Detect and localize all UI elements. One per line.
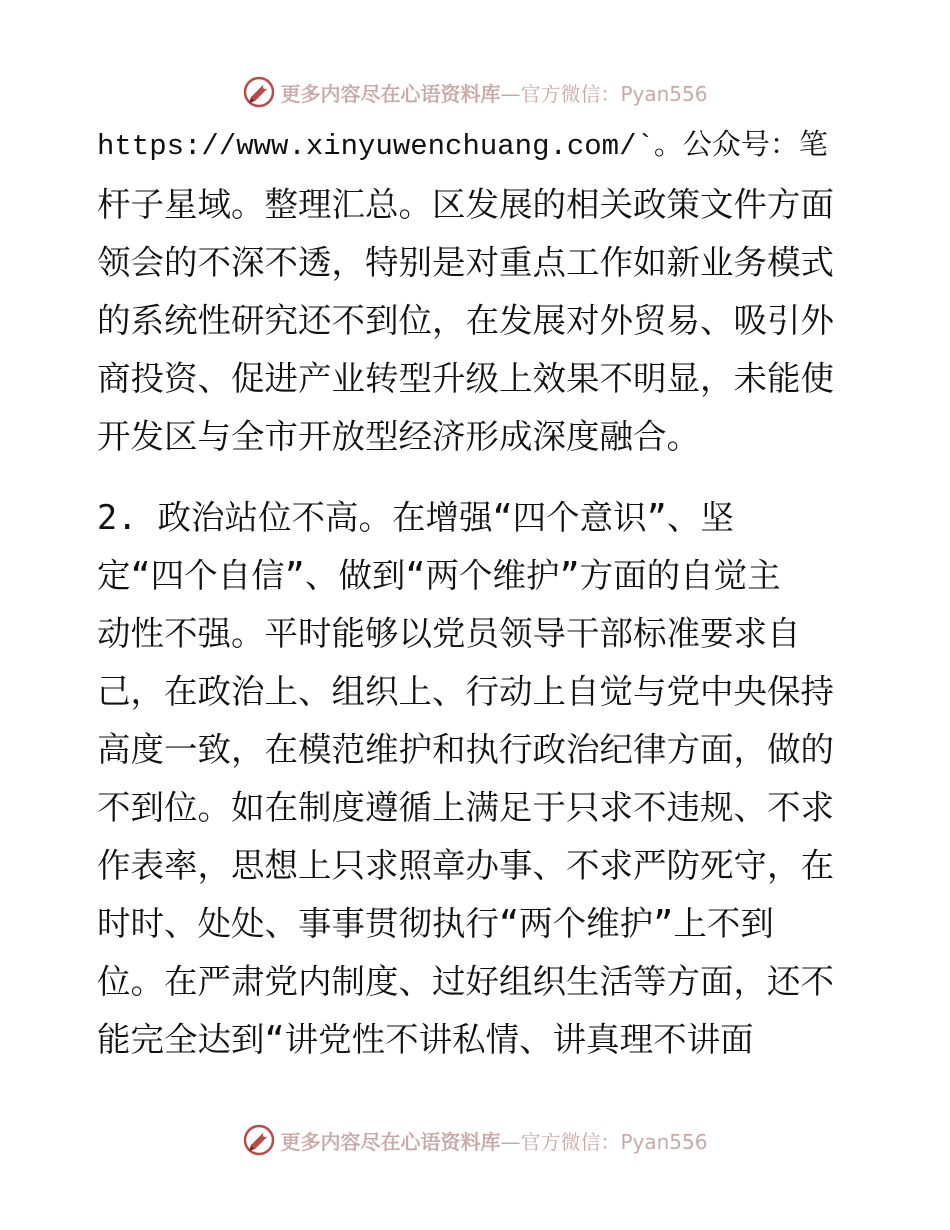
brand-logo-icon xyxy=(242,75,276,109)
paragraph xyxy=(97,489,849,1069)
footer-banner xyxy=(242,1123,707,1157)
text-line: 能完全达到“讲党性不讲私情、讲真理不讲面 xyxy=(97,1020,754,1059)
text-line: 商投资、促进产业转型升级上效果不明显，未能使 xyxy=(97,359,834,398)
banner-sub-text: —官方微信：Pyan556 xyxy=(500,1129,708,1154)
text-line: 位。在严肃党内制度、过好组织生活等方面，还不 xyxy=(97,962,834,1001)
paragraph-gap xyxy=(97,466,849,489)
text-line: 时时、处处、事事贯彻执行“两个维护”上不到 xyxy=(97,904,774,943)
banner-sub-text: —官方微信：Pyan556 xyxy=(500,81,708,106)
text-line: 领会的不深不透，特别是对重点工作如新业务模式 xyxy=(97,243,834,282)
text-line: 的系统性研究还不到位，在发展对外贸易、吸引外 xyxy=(97,301,834,340)
page-footer xyxy=(0,1120,950,1160)
text-line: 不到位。如在制度遵循上满足于只求不违规、不求 xyxy=(97,788,834,827)
text-line: 开发区与全市开放型经济形成深度融合。 xyxy=(97,417,700,456)
brand-logo-icon xyxy=(242,1123,276,1157)
banner-main-text: 更多内容尽在心语资料库 xyxy=(280,1129,501,1154)
header-banner xyxy=(242,75,707,109)
paragraph xyxy=(97,118,849,466)
banner-main-text: 更多内容尽在心语资料库 xyxy=(280,81,501,106)
text-line: 动性不强。平时能够以党员领导干部标准要求自 xyxy=(97,614,801,653)
text-line: 杆子星域。整理汇总。区发展的相关政策文件方面 xyxy=(97,185,834,224)
page-header xyxy=(0,72,950,112)
document-body xyxy=(97,118,849,1069)
text-line: 定“四个自信”、做到“两个维护”方面的自觉主 xyxy=(97,556,781,595)
text-line: 作表率，思想上只求照章办事、不求严防死守，在 xyxy=(97,846,834,885)
text-line: 高度一致，在模范维护和执行政治纪律方面，做的 xyxy=(97,730,834,769)
text-line: 己，在政治上、组织上、行动上自觉与党中央保持 xyxy=(97,672,834,711)
text-line: https://www.xinyuwenchuang.com/`。公众号：笔 xyxy=(97,130,828,163)
text-line: 2. 政治站位不高。在增强“四个意识”、坚 xyxy=(97,498,734,537)
